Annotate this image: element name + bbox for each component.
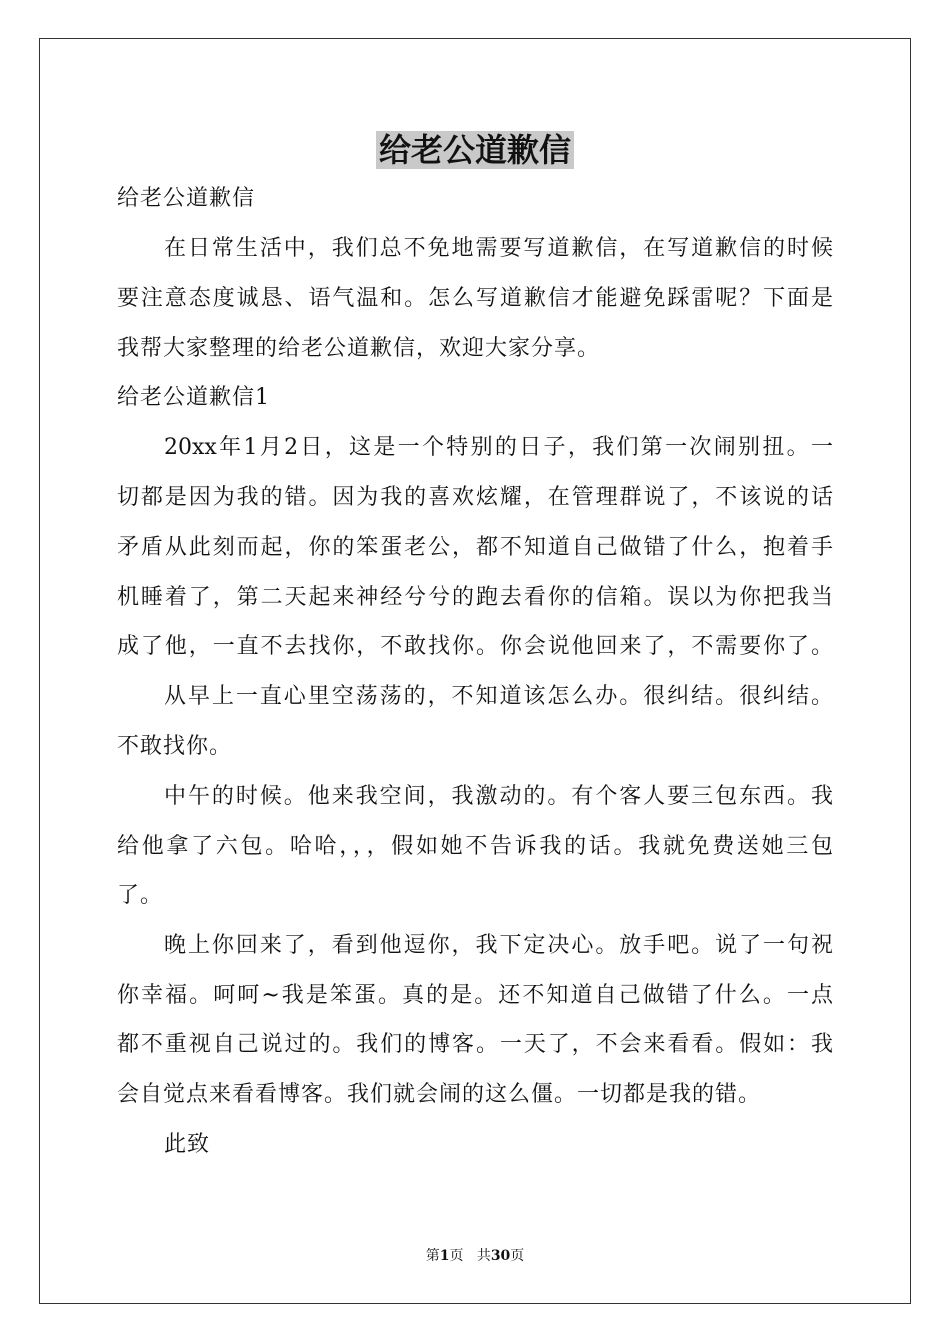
page-footer [0, 1246, 950, 1266]
page-border [39, 38, 911, 1304]
paragraph-line: 从早上一直心里空荡荡的，不知道该怎么办。很纠结。很纠结。 [164, 684, 833, 709]
paragraph-line: 机睡着了，第二天起来神经兮兮的跑去看你的信箱。误以为你把我当 [117, 585, 833, 610]
paragraph-line: 矛盾从此刻而起，你的笨蛋老公，都不知道自己做错了什么，抱着手 [117, 535, 833, 560]
paragraph-line: 在日常生活中，我们总不免地需要写道歉信，在写道歉信的时候 [164, 236, 833, 261]
paragraph-line: 成了他，一直不去找你，不敢找你。你会说他回来了，不需要你了。 [117, 634, 833, 659]
paragraph-line: 切都是因为我的错。因为我的喜欢炫耀，在管理群说了，不该说的话 [117, 485, 833, 510]
total-suffix: 页 [510, 1248, 525, 1264]
page-number: 1 [439, 1248, 450, 1264]
total-prefix: 共 [476, 1248, 491, 1264]
paragraph-line: 20xx年1月2日，这是一个特别的日子，我们第一次闹别扭。一 [164, 435, 833, 460]
paragraph-line: 你幸福。呵呵~我是笨蛋。真的是。还不知道自己做错了什么。一点 [117, 983, 833, 1008]
document-title [0, 128, 950, 172]
paragraph-line: 不敢找你。 [117, 734, 233, 759]
section-heading: 给老公道歉信1 [117, 385, 270, 410]
total-pages: 30 [490, 1248, 511, 1264]
page-prefix: 第 [425, 1248, 440, 1264]
paragraph-line: 了。 [117, 883, 164, 908]
paragraph-line: 给他拿了六包。哈哈，，，假如她不告诉我的话。我就免费送她三包 [117, 834, 833, 859]
paragraph-line: 会自觉点来看看博客。我们就会闹的这么僵。一切都是我的错。 [117, 1082, 762, 1107]
document-title-text: 给老公道歉信 [376, 131, 574, 169]
paragraph-line: 都不重视自己说过的。我们的博客。一天了，不会来看看。假如：我 [117, 1032, 833, 1057]
paragraph-line: 晚上你回来了，看到他逗你，我下定决心。放手吧。说了一句祝 [164, 933, 833, 958]
paragraph-line: 中午的时候。他来我空间，我激动的。有个客人要三包东西。我 [164, 784, 833, 809]
paragraph-line: 我帮大家整理的给老公道歉信，欢迎大家分享。 [117, 336, 601, 361]
subtitle-line: 给老公道歉信 [117, 186, 256, 211]
page-suffix: 页 [449, 1248, 464, 1264]
paragraph-line: 要注意态度诚恳、语气温和。怎么写道歉信才能避免踩雷呢？下面是 [117, 286, 833, 311]
closing-line: 此致 [164, 1132, 211, 1157]
